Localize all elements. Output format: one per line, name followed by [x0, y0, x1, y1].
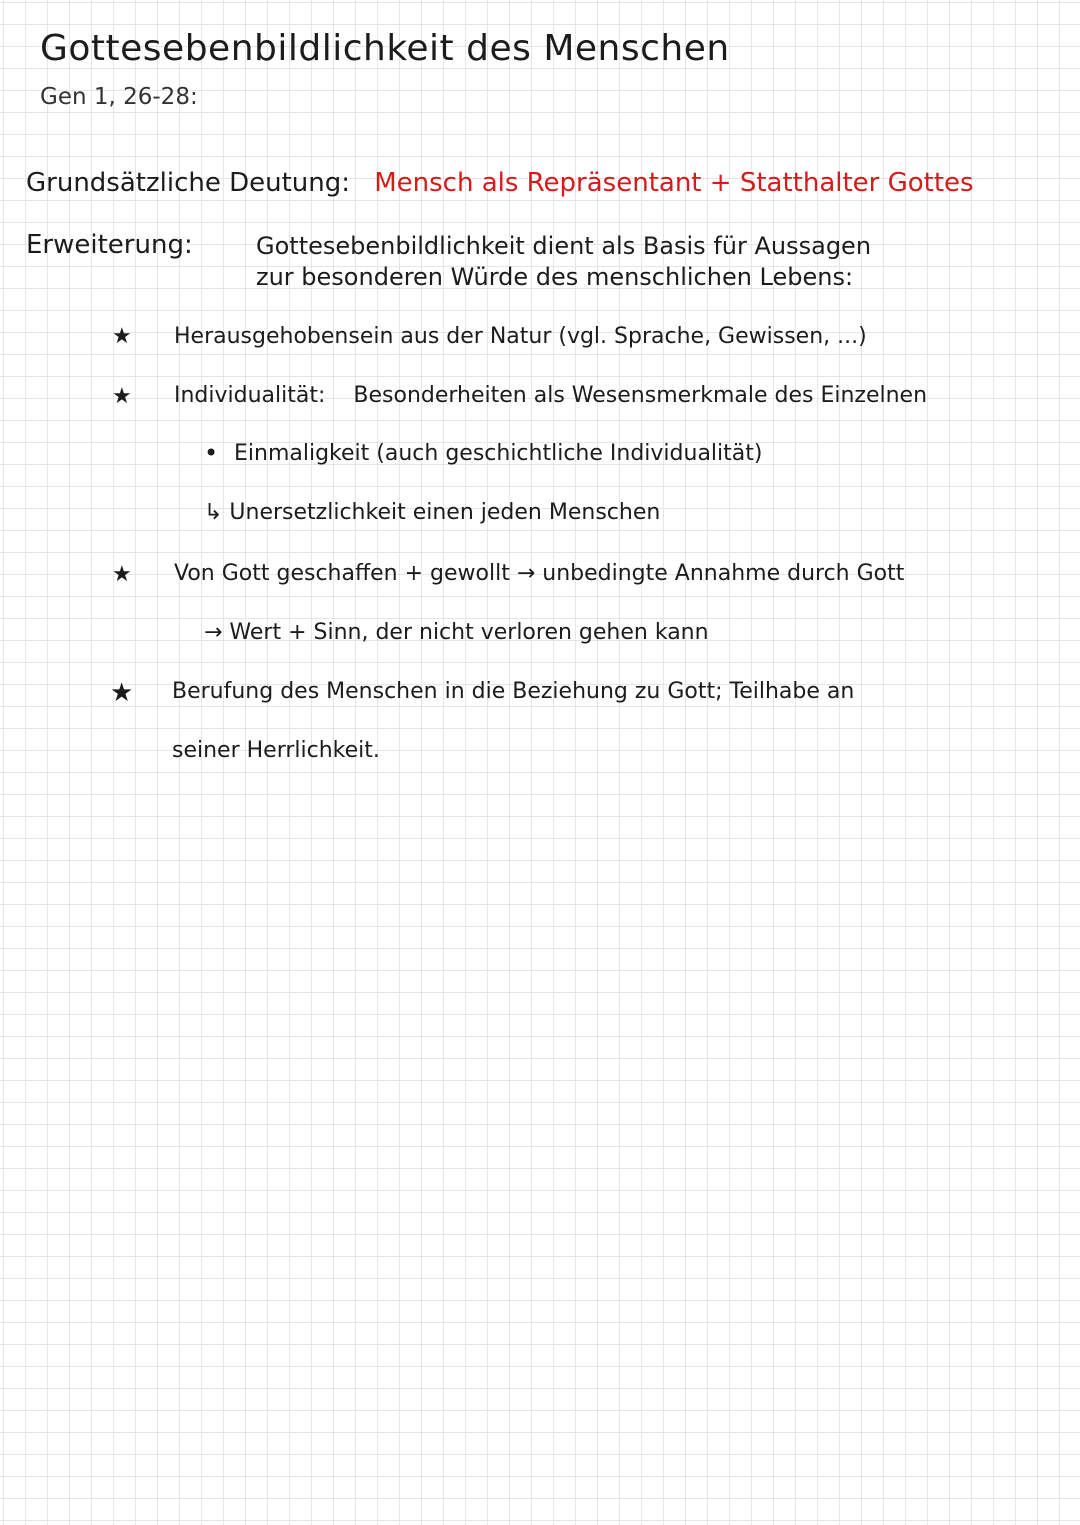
interpretation-row [26, 168, 974, 198]
dot-icon: • [204, 439, 219, 467]
sub-point-irreplaceability: ↳ Unersetzlichkeit einen jeden Menschen [204, 500, 661, 525]
page-title: Gottesebenbildlichkeit des Menschen [40, 28, 730, 69]
interpretation-text: Mensch als Repräsentant + Statthalter Gottes [374, 168, 974, 198]
sub-point-value-meaning: → Wert + Sinn, der nicht verloren gehen kann [204, 620, 709, 645]
star-icon: ★ [110, 678, 134, 708]
sub-point-uniqueness: Einmaligkeit (auch geschichtliche Individualität) [234, 441, 763, 466]
interpretation-label: Grundsätzliche Deutung: [26, 168, 351, 198]
point-vocation-line-1: Berufung des Menschen in die Beziehung zu Gott; Teilhabe an [172, 679, 855, 704]
point-created-by-god: Von Gott geschaffen + gewollt → unbedingte Annahme durch Gott [174, 561, 905, 586]
point-vocation-line-2: seiner Herrlichkeit. [172, 738, 380, 763]
star-icon: ★ [112, 562, 132, 587]
extension-label: Erweiterung: [26, 230, 193, 260]
point-individuality [174, 383, 927, 408]
bible-reference: Gen 1, 26-28: [40, 84, 198, 110]
star-icon: ★ [112, 384, 132, 409]
point-nature: Herausgehobensein aus der Natur (vgl. Sprache, Gewissen, ...) [174, 324, 867, 349]
extension-line-2: zur besonderen Würde des menschlichen Lebens: [256, 263, 854, 291]
individuality-text: Besonderheiten als Wesensmerkmale des Einzelnen [353, 383, 928, 408]
individuality-label: Individualität: [174, 383, 326, 408]
extension-line-1: Gottesebenbildlichkeit dient als Basis für Aussagen [256, 232, 872, 260]
star-icon: ★ [112, 324, 132, 349]
